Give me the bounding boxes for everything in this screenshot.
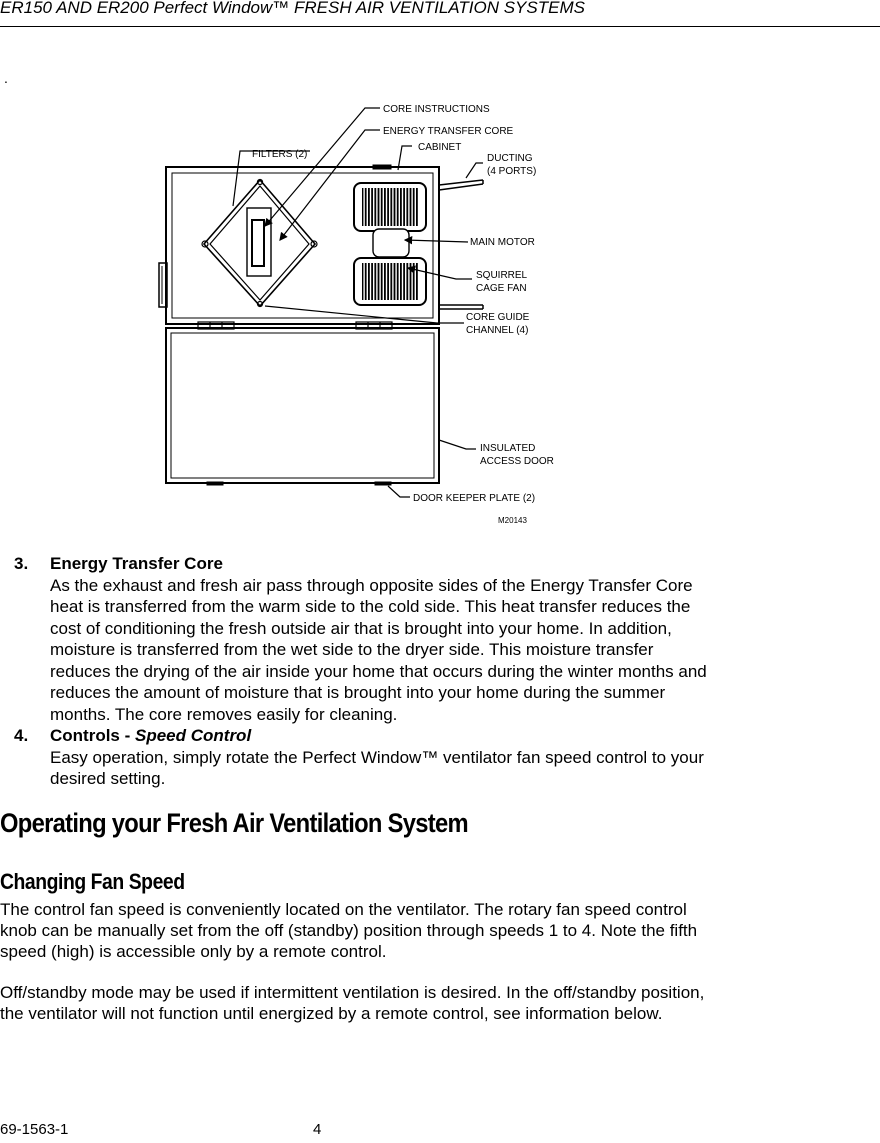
list-item — [14, 725, 714, 790]
label-core-instructions: CORE INSTRUCTIONS — [383, 104, 490, 115]
item-number: 3. — [14, 554, 29, 573]
label-insulated-1: INSULATED — [480, 443, 536, 454]
item-number: 4. — [14, 726, 29, 745]
item-body: As the exhaust and fresh air pass through opposite sides of the Energy Transfer Core heat is transferred from the warm side to the cold side. This heat transfer reduces the cost of conditioning the fresh outside air that is brought into your home. In addition, moisture is transferred from the wet side to the dryer side. This moisture transfer reduces the drying of the air inside your home that occurs during the winter months and reduces the amount of moisture that is brought into your home during the summer months. The core removes easily for cleaning. — [50, 575, 707, 724]
label-ducting-2: (4 PORTS) — [487, 166, 537, 177]
label-squirrel-1: SQUIRREL — [476, 270, 528, 281]
energy-transfer-core — [202, 180, 317, 307]
insulated-access-door — [166, 328, 439, 485]
ventilator-diagram — [0, 90, 880, 535]
label-energy-transfer-core: ENERGY TRANSFER CORE — [383, 126, 514, 137]
section-heading: Operating your Fresh Air Ventilation System — [0, 808, 468, 838]
doc-number: 69-1563-1 — [0, 1121, 69, 1138]
item-body: Easy operation, simply rotate the Perfect Window™ ventilator fan speed control to your desired setting. — [50, 747, 704, 788]
stray-mark: . — [4, 70, 8, 86]
page-header — [0, 0, 880, 27]
label-squirrel-2: CAGE FAN — [476, 283, 527, 294]
item-title — [50, 725, 714, 747]
paragraph-fan-speed: The control fan speed is conveniently located on the ventilator. The rotary fan speed control knob can be manually set from the off (standby) position through speeds 1 to 4. Note the fifth speed (high) is accessible only by a remote control. — [0, 900, 698, 961]
figure-id: M20143 — [498, 516, 527, 525]
label-core-guide-2: CHANNEL (4) — [466, 325, 529, 336]
label-cabinet: CABINET — [418, 142, 462, 153]
item-title-prefix: Controls - — [50, 726, 135, 745]
page-number: 4 — [313, 1121, 322, 1138]
squirrel-cage-fans — [354, 183, 426, 305]
header-title: ER150 AND ER200 Perfect Window™ FRESH AIR VENTILATION SYSTEMS — [0, 0, 585, 17]
section-subheading: Changing Fan Speed — [0, 869, 185, 894]
label-filters: FILTERS (2) — [252, 149, 308, 160]
label-core-guide-1: CORE GUIDE — [466, 312, 530, 323]
label-insulated-2: ACCESS DOOR — [480, 456, 554, 467]
feature-list — [14, 553, 714, 790]
item-title: Energy Transfer Core — [50, 554, 223, 573]
label-door-keeper: DOOR KEEPER PLATE (2) — [413, 493, 536, 504]
label-ducting-1: DUCTING — [487, 153, 533, 164]
label-main-motor: MAIN MOTOR — [470, 237, 535, 248]
list-item — [14, 553, 714, 725]
paragraph-standby: Off/standby mode may be used if intermittent ventilation is desired. In the off/standby position, the ventilator will not function until energized by a remote control, see information below. — [0, 983, 705, 1023]
item-title-emphasis: Speed Control — [135, 726, 252, 745]
